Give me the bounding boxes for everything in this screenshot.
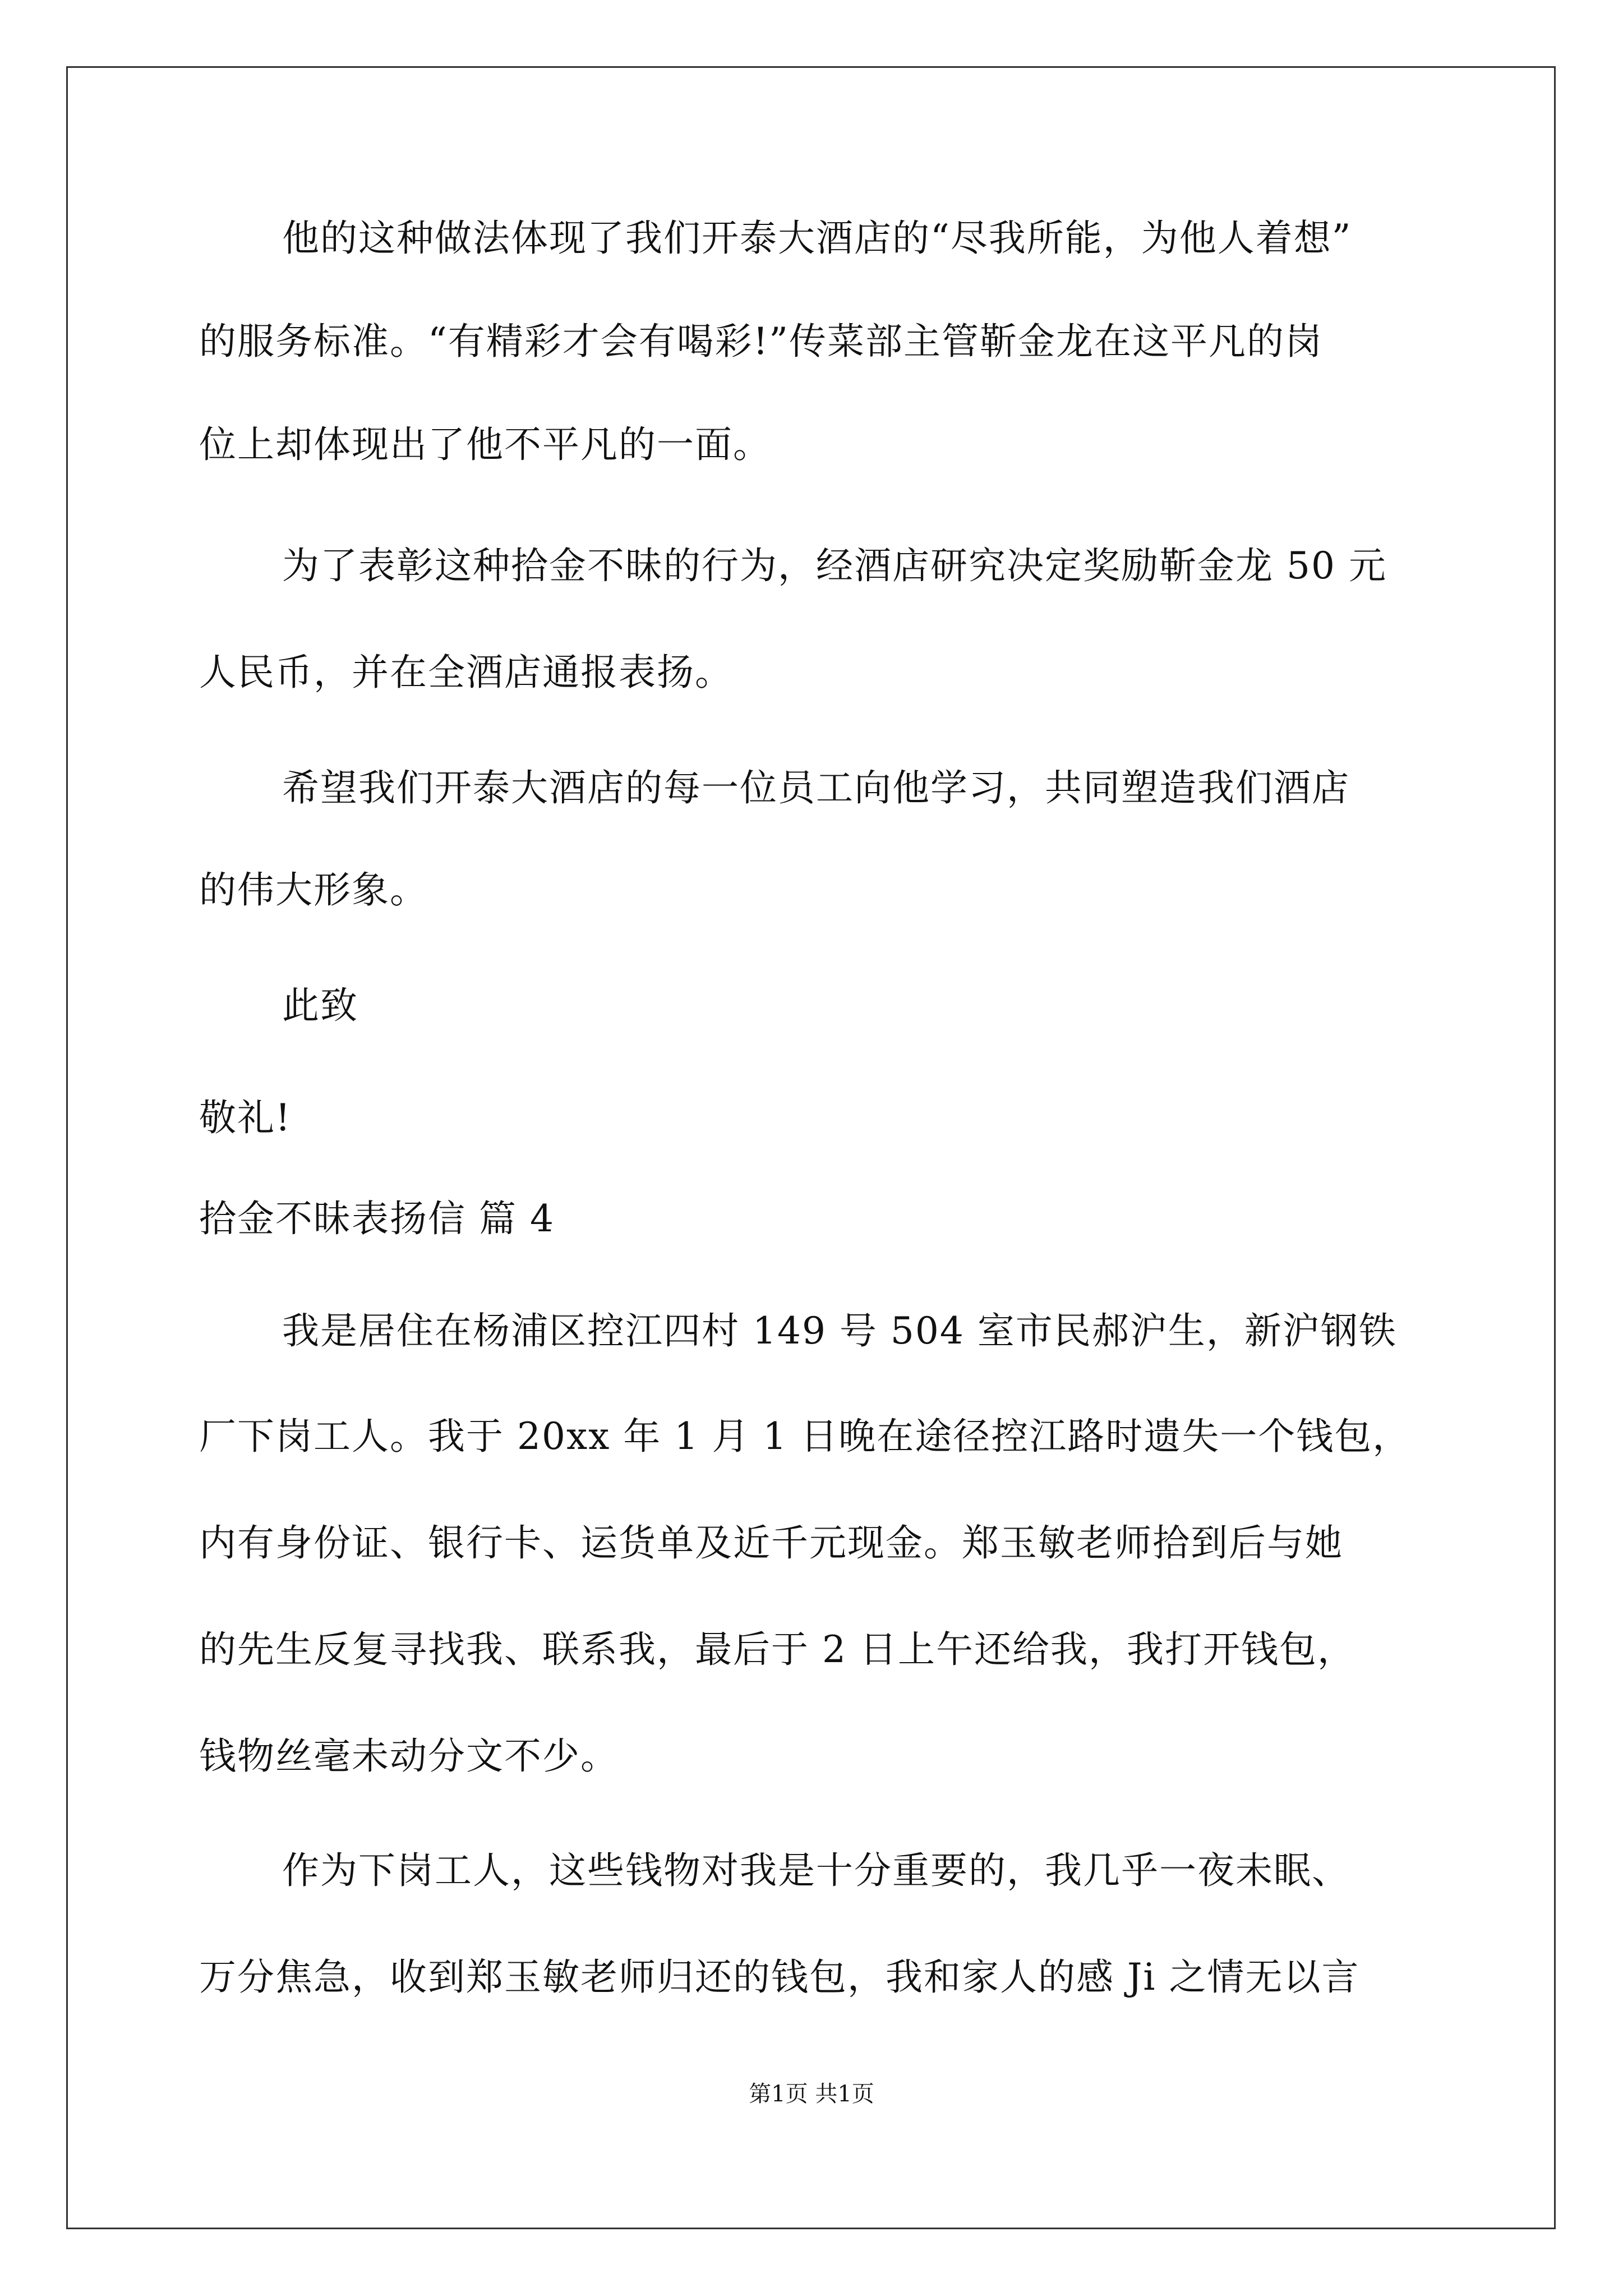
section-heading: 拾金不昧表扬信 篇 4 [199,1197,555,1240]
text-line: 万分焦急，收到郑玉敏老师归还的钱包，我和家人的感 Ji 之情无以言 [199,1955,1360,1999]
text-line: 他的这种做法体现了我们开泰大酒店的“尽我所能，为他人着想” [282,217,1352,260]
closing-regards: 敬礼! [199,1096,292,1139]
text-line: 我是居住在杨浦区控江四村 149 号 504 室市民郝沪生，新沪钢铁 [282,1309,1397,1352]
text-line: 作为下岗工人，这些钱物对我是十分重要的，我几乎一夜未眠、 [282,1849,1350,1892]
page-border [66,66,1556,2229]
closing-salutation: 此致 [282,984,358,1027]
text-line: 的服务标准。“有精彩才会有喝彩!”传菜部主管靳金龙在这平凡的岗 [199,320,1324,363]
text-line: 人民币，并在全酒店通报表扬。 [199,651,733,694]
page-number: 第1页 共1页 [749,2081,874,2107]
text-line: 厂下岗工人。我于 20xx 年 1 月 1 日晚在途径控江路时遗失一个钱包， [199,1415,1411,1458]
text-line: 的先生反复寻找我、联系我，最后于 2 日上午还给我，我打开钱包， [199,1628,1355,1671]
text-line: 为了表彰这种拾金不昧的行为，经酒店研究决定奖励靳金龙 50 元 [282,544,1387,587]
text-line: 的伟大形象。 [199,868,428,912]
text-line: 位上却体现出了他不平凡的一面。 [199,423,771,466]
text-line: 内有身份证、银行卡、运货单及近千元现金。郑玉敏老师拾到后与她 [199,1521,1343,1565]
text-line: 希望我们开泰大酒店的每一位员工向他学习，共同塑造我们酒店 [282,766,1350,809]
text-line: 钱物丝毫未动分文不少。 [199,1734,619,1778]
